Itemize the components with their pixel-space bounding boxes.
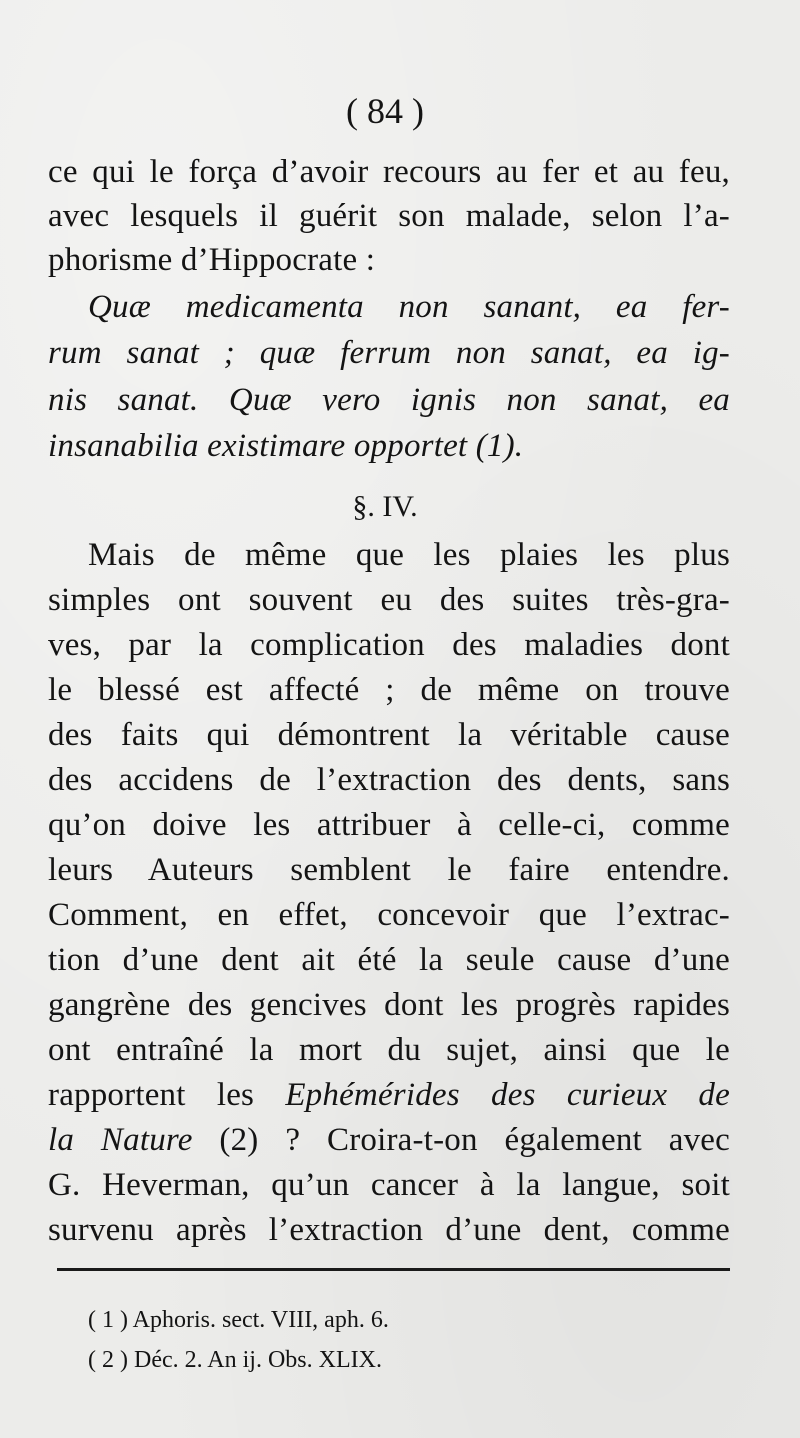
- text-line-mixed: [48, 1120, 730, 1160]
- footnote: ( 1 ) Aphoris. sect. VIII, aph. 6.: [88, 1307, 389, 1333]
- text-line: simples ont souvent eu des suites très-gra-: [48, 582, 730, 618]
- text-line: qu’on doive les attribuer à celle-ci, comme: [48, 807, 730, 843]
- latin-quote-line: rum sanat ; quæ ferrum non sanat, ea ig-: [48, 335, 730, 371]
- footnote: ( 2 ) Déc. 2. An ij. Obs. XLIX.: [88, 1347, 382, 1373]
- text-line: le blessé est affecté ; de même on trouve: [48, 672, 730, 708]
- italic-title: la Nature: [48, 1122, 193, 1158]
- italic-title: Ephémérides des curieux de: [285, 1077, 730, 1113]
- text-line: des accidens de l’extraction des dents, sans: [48, 762, 730, 798]
- latin-quote-line: insanabilia existimare opportet (1).: [48, 428, 524, 464]
- paragraph-first-line: Mais de même que les plaies les plus: [88, 537, 730, 573]
- text-line: avec lesquels il guérit son malade, selon l’a-: [48, 198, 730, 234]
- text-line: ce qui le força d’avoir recours au fer et au feu,: [48, 154, 730, 190]
- page-number: ( 84 ): [346, 91, 424, 131]
- text-line-mixed: [48, 1075, 730, 1115]
- text-line: ont entraîné la mort du sujet, ainsi que le: [48, 1032, 730, 1068]
- text-segment: rapportent les: [48, 1077, 286, 1113]
- footnote-divider: [57, 1268, 730, 1271]
- text-line: tion d’une dent ait été la seule cause d’une: [48, 942, 730, 978]
- text-segment: (2) ? Croira-t-on également avec: [192, 1122, 730, 1158]
- latin-quote-line: Quæ medicamenta non sanant, ea fer-: [88, 289, 730, 325]
- text-line: Comment, en effet, concevoir que l’extrac-: [48, 897, 730, 933]
- text-line: des faits qui démontrent la véritable cause: [48, 717, 730, 753]
- text-line: phorisme d’Hippocrate :: [48, 242, 376, 278]
- text-line: leurs Auteurs semblent le faire entendre.: [48, 852, 730, 888]
- text-line: gangrène des gencives dont les progrès rapides: [48, 987, 730, 1023]
- text-line: survenu après l’extraction d’une dent, comme: [48, 1212, 730, 1248]
- text-line: G. Heverman, qu’un cancer à la langue, soit: [48, 1167, 730, 1203]
- latin-quote-line: nis sanat. Quæ vero ignis non sanat, ea: [48, 382, 730, 418]
- text-line: ves, par la complication des maladies dont: [48, 627, 730, 663]
- section-heading: §. IV.: [352, 490, 418, 523]
